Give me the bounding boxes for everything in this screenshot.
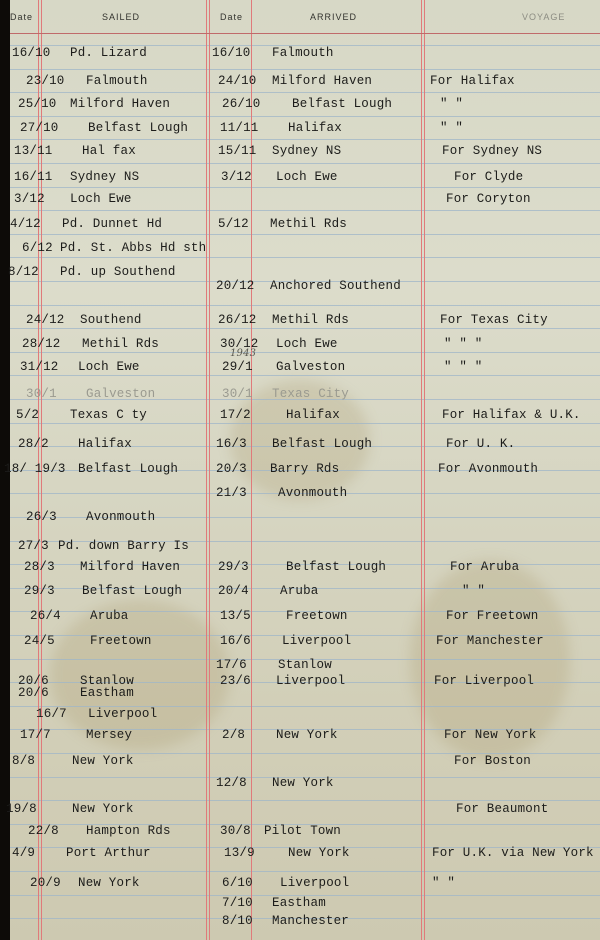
- arrived-place: Belfast Lough: [272, 437, 373, 451]
- arrived-place: Texas City: [272, 387, 350, 401]
- sailed-place: Pd. St. Abbs Hd sth: [60, 241, 207, 255]
- sailed-date: 4/9: [12, 846, 36, 860]
- sailed-place: New York: [72, 802, 134, 816]
- arrived-date: 26/10: [222, 97, 261, 111]
- sailed-place: Liverpool: [88, 707, 158, 721]
- voyage-note: For Sydney NS: [442, 144, 543, 158]
- header-date-sailed: Date: [10, 12, 34, 22]
- arrived-place: Aruba: [280, 584, 319, 598]
- arrived-place: New York: [276, 728, 338, 742]
- voyage-note: " ": [440, 121, 464, 135]
- arrived-place: Freetown: [286, 609, 348, 623]
- sailed-place: Southend: [80, 313, 142, 327]
- arrived-place: Avonmouth: [278, 486, 348, 500]
- sailed-date: 24/5: [24, 634, 55, 648]
- sailed-place: Aruba: [90, 609, 129, 623]
- arrived-date: 24/10: [218, 74, 257, 88]
- sailed-date: 22/8: [28, 824, 59, 838]
- sailed-place: Belfast Lough: [82, 584, 183, 598]
- sailed-date: 26/3: [26, 510, 57, 524]
- sailed-place: Pd. down Barry Is: [58, 539, 189, 553]
- sailed-date: 23/10: [26, 74, 65, 88]
- sailed-date: 29/3: [24, 584, 55, 598]
- arrived-place: Methil Rds: [270, 217, 348, 231]
- header-voyage: VOYAGE: [522, 12, 566, 22]
- arrived-place: Falmouth: [272, 46, 334, 60]
- sailed-place: Pd. up Southend: [60, 265, 176, 279]
- arrived-date: 16/10: [212, 46, 251, 60]
- voyage-note: For Halifax: [430, 74, 515, 88]
- arrived-place: Eastham: [272, 896, 326, 910]
- sailed-date: 27/3: [18, 539, 49, 553]
- arrived-date: 20/3: [216, 462, 247, 476]
- sailed-date: 20/6: [18, 674, 49, 688]
- arrived-date: 12/8: [216, 776, 247, 790]
- voyage-note: " ": [432, 876, 456, 890]
- sailed-date: 6/12: [22, 241, 53, 255]
- voyage-note: For Coryton: [446, 192, 531, 206]
- sailed-date: 16/7: [36, 707, 67, 721]
- sailed-place: Pd. Dunnet Hd: [62, 217, 163, 231]
- sailed-date: 16/10: [12, 46, 51, 60]
- sailed-place: Milford Haven: [80, 560, 181, 574]
- sailed-place: Stanlow: [80, 674, 134, 688]
- sailed-date: 24/12: [26, 313, 65, 327]
- arrived-place: New York: [288, 846, 350, 860]
- voyage-note: For Texas City: [440, 313, 548, 327]
- sailed-place: Halifax: [78, 437, 132, 451]
- sailed-place: Belfast Lough: [88, 121, 189, 135]
- arrived-place: Halifax: [288, 121, 342, 135]
- arrived-date: 30/12: [220, 337, 259, 351]
- sailed-place: Freetown: [90, 634, 152, 648]
- sailed-place: New York: [72, 754, 134, 768]
- arrived-place: Anchored Southend: [270, 279, 401, 293]
- arrived-place: Belfast Lough: [286, 560, 387, 574]
- voyage-note: " " ": [444, 360, 483, 374]
- arrived-date: 23/6: [220, 674, 251, 688]
- voyage-note: For Halifax & U.K.: [442, 408, 581, 422]
- sailed-date: 19/8: [6, 802, 37, 816]
- year-annotation: 1943: [230, 348, 257, 359]
- voyage-note: For Avonmouth: [438, 462, 539, 476]
- arrived-date: 13/9: [224, 846, 255, 860]
- arrived-date: 11/11: [220, 121, 259, 135]
- arrived-place: Methil Rds: [272, 313, 350, 327]
- sailed-place: Eastham: [80, 686, 134, 700]
- sailed-date: 18/ 19/3: [4, 462, 66, 476]
- sailed-date: 20/6: [18, 686, 49, 700]
- sailed-place: Port Arthur: [66, 846, 151, 860]
- column-divider-voyage: [421, 0, 422, 940]
- sailed-date: 26/4: [30, 609, 61, 623]
- arrived-date: 29/1: [222, 360, 253, 374]
- sailed-date: 8/12: [8, 265, 39, 279]
- sailed-date: 16/11: [14, 170, 53, 184]
- sailed-date: 13/11: [14, 144, 53, 158]
- sailed-place: Falmouth: [86, 74, 148, 88]
- arrived-date: 26/12: [218, 313, 257, 327]
- sailed-place: Hampton Rds: [86, 824, 171, 838]
- sailed-date: 3/12: [14, 192, 45, 206]
- arrived-date: 20/12: [216, 279, 255, 293]
- sailed-date: 30/1: [26, 387, 57, 401]
- arrived-place: Barry Rds: [270, 462, 340, 476]
- arrived-date: 17/6: [216, 658, 247, 672]
- sailed-place: Mersey: [86, 728, 133, 742]
- header-arrived: ARRIVED: [310, 12, 358, 22]
- arrived-place: New York: [272, 776, 334, 790]
- sailed-date: 31/12: [20, 360, 59, 374]
- sailed-date: 28/2: [18, 437, 49, 451]
- arrived-place: Stanlow: [278, 658, 332, 672]
- arrived-date: 17/2: [220, 408, 251, 422]
- header-rule: [10, 33, 600, 34]
- arrived-place: Manchester: [272, 914, 350, 928]
- arrived-place: Liverpool: [282, 634, 352, 648]
- arrived-place: Galveston: [276, 360, 346, 374]
- logbook-page: [4, 0, 600, 940]
- sailed-date: 25/10: [18, 97, 57, 111]
- arrived-place: Liverpool: [280, 876, 350, 890]
- arrived-place: Loch Ewe: [276, 337, 338, 351]
- arrived-date: 8/10: [222, 914, 253, 928]
- sailed-place: Methil Rds: [82, 337, 160, 351]
- voyage-note: For Clyde: [454, 170, 524, 184]
- sailed-date: 8/8: [12, 754, 36, 768]
- arrived-date: 5/12: [218, 217, 249, 231]
- sailed-date: 4/12: [10, 217, 41, 231]
- sailed-date: 17/7: [20, 728, 51, 742]
- sailed-date: 5/2: [16, 408, 40, 422]
- voyage-note: For U.K. via New York: [432, 846, 594, 860]
- arrived-date: 21/3: [216, 486, 247, 500]
- voyage-note: For New York: [444, 728, 537, 742]
- sailed-place: Galveston: [86, 387, 156, 401]
- sailed-date: 28/12: [22, 337, 61, 351]
- sailed-place: Sydney NS: [70, 170, 140, 184]
- arrived-date: 2/8: [222, 728, 246, 742]
- sailed-place: Loch Ewe: [78, 360, 140, 374]
- sailed-place: Texas C ty: [70, 408, 148, 422]
- arrived-date: 16/3: [216, 437, 247, 451]
- sailed-place: New York: [78, 876, 140, 890]
- arrived-place: Loch Ewe: [276, 170, 338, 184]
- sailed-place: Pd. Lizard: [70, 46, 148, 60]
- arrived-date: 29/3: [218, 560, 249, 574]
- arrived-date: 6/10: [222, 876, 253, 890]
- voyage-note: For Aruba: [450, 560, 520, 574]
- arrived-date: 30/1: [222, 387, 253, 401]
- voyage-note: For Beaumont: [456, 802, 549, 816]
- voyage-note: For U. K.: [446, 437, 516, 451]
- arrived-place: Milford Haven: [272, 74, 373, 88]
- sailed-date: 20/9: [30, 876, 61, 890]
- arrived-date: 13/5: [220, 609, 251, 623]
- sailed-date: 28/3: [24, 560, 55, 574]
- arrived-date: 30/8: [220, 824, 251, 838]
- voyage-note: For Manchester: [436, 634, 544, 648]
- column-divider-sailed: [206, 0, 207, 940]
- voyage-note: For Boston: [454, 754, 532, 768]
- voyage-note: For Freetown: [446, 609, 539, 623]
- arrived-place: Liverpool: [276, 674, 346, 688]
- arrived-date: 7/10: [222, 896, 253, 910]
- sailed-place: Hal fax: [82, 144, 136, 158]
- sailed-place: Loch Ewe: [70, 192, 132, 206]
- sailed-date: 27/10: [20, 121, 59, 135]
- arrived-place: Sydney NS: [272, 144, 342, 158]
- voyage-note: " " ": [444, 337, 483, 351]
- sailed-place: Milford Haven: [70, 97, 171, 111]
- arrived-place: Pilot Town: [264, 824, 342, 838]
- arrived-date: 20/4: [218, 584, 249, 598]
- voyage-note: " ": [440, 97, 464, 111]
- header-date-arrived: Date: [220, 12, 244, 22]
- arrived-place: Halifax: [286, 408, 340, 422]
- voyage-note: " ": [462, 584, 486, 598]
- header-sailed: SAILED: [102, 12, 141, 22]
- arrived-place: Belfast Lough: [292, 97, 393, 111]
- arrived-date: 15/11: [218, 144, 257, 158]
- sailed-place: Belfast Lough: [78, 462, 179, 476]
- arrived-date: 16/6: [220, 634, 251, 648]
- sailed-place: Avonmouth: [86, 510, 156, 524]
- column-divider-date: [251, 0, 252, 940]
- voyage-note: For Liverpool: [434, 674, 535, 688]
- arrived-date: 3/12: [221, 170, 252, 184]
